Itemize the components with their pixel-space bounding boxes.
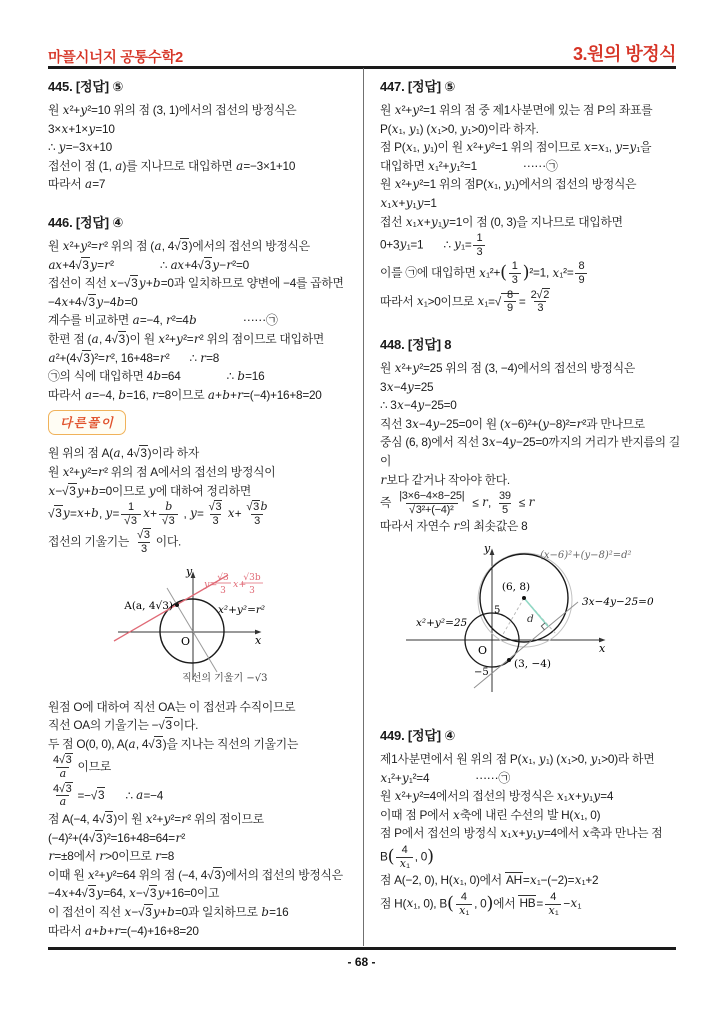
svg-text:√3b: √3b xyxy=(243,572,261,583)
solution-line: P(x₁, y₁) (x₁>0, y₁>0)이라 하자. xyxy=(380,121,539,136)
solution-line: 이때 원 x²+y²=64 위의 점 (−4, 4√3)에서의 접선의 방정식은 xyxy=(48,867,343,882)
fig446-slope-note: 직선의 기울기 −√3 xyxy=(182,672,268,684)
fig448-d-label: d xyxy=(527,613,534,626)
solution-line: a²+(4√3)²=r², 16+48=r² ∴ r=8 xyxy=(48,350,220,365)
problem-447-heading: 447. [정답] ⑤ xyxy=(380,79,456,94)
problem-449-heading: 449. [정답] ④ xyxy=(380,728,456,744)
solution-line: 원점 O에 대하여 직선 OA는 이 접선과 수직이므로 xyxy=(48,699,296,714)
fig448-tick-5: 5 xyxy=(494,605,501,617)
solution-line: 제1사분면에서 원 위의 점 P(x₁, y₁) (x₁>0, y₁>0)라 하면 xyxy=(380,752,655,767)
left-column xyxy=(48,76,356,958)
solution-line: −4x+4√3 y−4b=0 xyxy=(48,294,138,309)
solution-line: (−4)²+(4√3)²=16+48=64=r² xyxy=(48,830,186,845)
solution-line: 점 P(x₁, y₁)이 원 x²+y²=1 위의 점이므로 x=x₁, y=y₁을 xyxy=(380,140,652,155)
solution-line: ∴ 3x−4y−25=0 xyxy=(380,398,457,413)
problem-447 xyxy=(380,76,680,316)
solution-line: 접선 x₁x+y₁y=1이 점 (0, 3)을 지나므로 대입하면 xyxy=(380,214,623,229)
fig448-tangent-point-dot xyxy=(507,658,511,662)
column-divider xyxy=(363,68,364,946)
chapter-title: 3.원의 방정식 xyxy=(573,44,676,64)
solution-line: 점 P에서 접선의 방정식 x₁x+y₁y=4에서 x축과 만나는 점 xyxy=(380,826,663,841)
solution-line: 접선의 기울기는 $\frac{√3}{3}$ 이다. xyxy=(48,529,182,556)
solution-line: 직선 OA의 기울기는 −√3이다. xyxy=(48,718,199,733)
solution-line: r=±8에서 r>0이므로 r=8 xyxy=(48,849,175,864)
figure-446-svg xyxy=(60,563,355,689)
solution-line: 점 H(x₁, 0), B( $\frac{4}{\text{x₁}}$ , 0)에서 HB= $\frac{4}{\text{x₁}}$ −x₁ xyxy=(380,890,582,917)
solution-line: 중심 (6, 8)에서 직선 3x−4y−25=0까지의 거리가 반지름의 길이 xyxy=(380,435,680,468)
solution-line: x₁x+y₁y=1 xyxy=(380,195,437,210)
fig448-origin-label: O xyxy=(478,644,488,658)
solution-line: 계수를 비교하면 a=−4, r²=4b ⋯⋯㉠ xyxy=(48,313,278,328)
fig446-tangent-eq-label xyxy=(203,572,263,596)
svg-text:3: 3 xyxy=(220,585,226,596)
solution-line: 원 x²+y²=1 위의 점P(x₁, y₁)에서의 접선의 방정식은 xyxy=(380,177,637,192)
solution-line: 따라서 a=7 xyxy=(48,177,106,192)
fig446-x-axis-label: x xyxy=(255,633,262,647)
solution-line: 이 접선이 직선 x−√3 y+b=0과 일치하므로 b=16 xyxy=(48,904,289,919)
problem-445-heading: 445. [정답] ⑤ xyxy=(48,79,124,94)
solution-line: ax+4√3 y=r² ∴ ax+4√3 y−r²=0 xyxy=(48,257,249,272)
fig446-line-oa xyxy=(167,588,217,672)
solution-line: ㉠의 식에 대입하면 4b=64 ∴ b=16 xyxy=(48,369,265,384)
solution-line: 점 A(−4, 4√3)이 원 x²+y²=r² 위의 점이므로 xyxy=(48,812,264,826)
solution-line: 따라서 자연수 r의 최솟값은 8 xyxy=(380,519,528,534)
solution-line: 한편 점 (a, 4√3)이 원 x²+y²=r² 위의 점이므로 대입하면 xyxy=(48,331,325,346)
solution-line: 이때 점 P에서 x축에 내린 수선의 발 H(x₁, 0) xyxy=(380,807,601,822)
solution-line: x₁²+y₁²=4 ⋯⋯㉠ xyxy=(380,770,510,785)
solution-line: 0+3y₁=1 ∴ y₁= $\frac{1}{3}$ xyxy=(380,231,680,259)
solution-line: B( $\frac{4}{\text{x₁}}$ , 0) xyxy=(380,844,434,870)
solution-line: 따라서 x₁>0이므로 x₁=√ $\frac{8}{9}$ = $\frac{2√2}{3}$ xyxy=(380,288,550,315)
solution-line: 이를 ㉠에 대입하면 x₁²+( $\frac{1}{3}$ )²=1, x₁²= $\frac{8}{9}$ xyxy=(380,259,680,287)
fig448-big-circle-eq: (x−6)²+(y−8)²=d² xyxy=(540,550,632,562)
solution-line: −4x+4√3 y=64, x−√3 y+16=0이고 xyxy=(48,886,220,901)
fig446-circle-eq-label: x²+y²=r² xyxy=(218,603,266,616)
fig446-origin-label: O xyxy=(181,634,191,648)
book-title: 마플시너지 공통수학2 xyxy=(48,50,183,66)
solution-line: 즉 $\frac{|3\times 6-4\times 8-25|}{\text{√3²+(−4)²}}$ ≤ r, $\frac{39}{5}$ ≤ r xyxy=(380,490,534,516)
header-rule xyxy=(48,66,676,69)
problem-448 xyxy=(380,334,680,707)
svg-text:3: 3 xyxy=(249,585,255,596)
svg-text:√3: √3 xyxy=(217,572,229,583)
solution-line: √3 y=x+b, y= $\frac{1}{√3}$ x+ $\frac{b}{√3}$ , y= $\frac{√3}{3}$ x+ $\frac{√3 b}{3}$ xyxy=(48,500,268,527)
fig448-x-axis-label: x xyxy=(599,642,606,656)
solution-line: 따라서 a=−4, b=16, r=8이므로 a+b+r=(−4)+16+8=20 xyxy=(48,387,322,402)
solution-line: ∴ y=−3x+10 xyxy=(48,140,112,155)
figure-448-two-circles xyxy=(394,542,680,707)
fig446-point-a-dot xyxy=(175,603,179,607)
solution-line: $\frac{4√3}{a}$ 이므로 xyxy=(53,754,111,781)
solution-line: 직선 3x−4y−25=0이 원 (x−6)²+(y−8)²=r²과 만나므로 xyxy=(380,416,645,431)
problem-449 xyxy=(380,725,680,918)
svg-text:y=: y= xyxy=(204,578,218,590)
solution-line: 원 위의 점 A(a, 4√3)이라 하자 xyxy=(48,446,199,461)
solution-line: 원 x²+y²=r² 위의 점 (a, 4√3)에서의 접선의 방정식은 xyxy=(48,238,310,253)
fig446-y-axis-label: y xyxy=(186,564,193,578)
solution-line: x−√3 y+b=0이므로 y에 대하여 정리하면 xyxy=(48,483,252,498)
solution-line: 점 A(−2, 0), H(x₁, 0)에서 AH=x₁−(−2)=x₁+2 xyxy=(380,873,599,888)
solution-line: 3×x+1×y=10 xyxy=(48,121,115,136)
solution-line: 두 점 O(0, 0), A(a, 4√3)을 지나는 직선의 기울기는 xyxy=(48,736,299,751)
alternative-solution-badge: 다른풀이 xyxy=(48,410,126,435)
solution-line: 3x−4y=25 xyxy=(380,379,434,394)
figure-446-tangent-circle xyxy=(60,563,356,694)
problem-445 xyxy=(48,76,356,194)
footer-rule xyxy=(48,947,676,950)
solution-line: 따라서 a+b+r=(−4)+16+8=20 xyxy=(48,923,199,938)
solution-line: 대입하면 x₁²+y₁²=1 ⋯⋯㉠ xyxy=(380,158,558,173)
figure-448-svg xyxy=(394,542,664,702)
solution-line: 접선이 점 (1, a)를 지나므로 대입하면 a=−3×1+10 xyxy=(48,158,296,173)
solution-line: 원 x²+y²=1 위의 점 중 제1사분면에 있는 점 P의 좌표를 xyxy=(380,103,653,117)
fig448-tangent-line xyxy=(474,602,578,688)
fig448-center-label: (6, 8) xyxy=(501,581,531,594)
fig446-point-a-label: A(a, 4√3) xyxy=(124,599,173,612)
solution-line: r보다 같거나 작아야 한다. xyxy=(380,472,510,487)
svg-text:x+: x+ xyxy=(233,578,247,590)
fig448-center-dot xyxy=(522,596,526,600)
problem-446-heading: 446. [정답] ④ xyxy=(48,214,124,230)
fig448-line-eq: 3x−4y−25=0 xyxy=(582,596,654,609)
page-number: - 68 - xyxy=(347,955,376,969)
right-column xyxy=(380,76,680,936)
problem-448-heading: 448. [정답] 8 xyxy=(380,337,452,352)
problem-446 xyxy=(48,212,356,940)
fig448-small-circle-eq: x²+y²=25 xyxy=(416,617,468,630)
solution-line: 원 x²+y²=25 위의 점 (3, −4)에서의 접선의 방정식은 xyxy=(380,361,635,375)
fig448-right-angle-mark xyxy=(541,623,545,630)
fig448-tick-minus5: −5 xyxy=(474,667,489,679)
solution-line: $\frac{4√3}{a}$ =−√3 ∴ a=−4 xyxy=(53,782,164,809)
solution-line: 원 x²+y²=10 위의 점 (3, 1)에서의 접선의 방정식은 xyxy=(48,103,297,117)
solution-line: 원 x²+y²=r² 위의 점 A에서의 접선의 방정식이 xyxy=(48,464,276,479)
fig448-y-axis-label: y xyxy=(484,542,491,556)
solution-line: 접선이 직선 x−√3 y+b=0과 일치하므로 양변에 −4를 곱하면 xyxy=(48,276,344,291)
fig448-tangent-point-label: (3, −4) xyxy=(514,658,552,671)
solution-line: 원 x²+y²=4에서의 접선의 방정식은 x₁x+y₁y=4 xyxy=(380,789,614,804)
